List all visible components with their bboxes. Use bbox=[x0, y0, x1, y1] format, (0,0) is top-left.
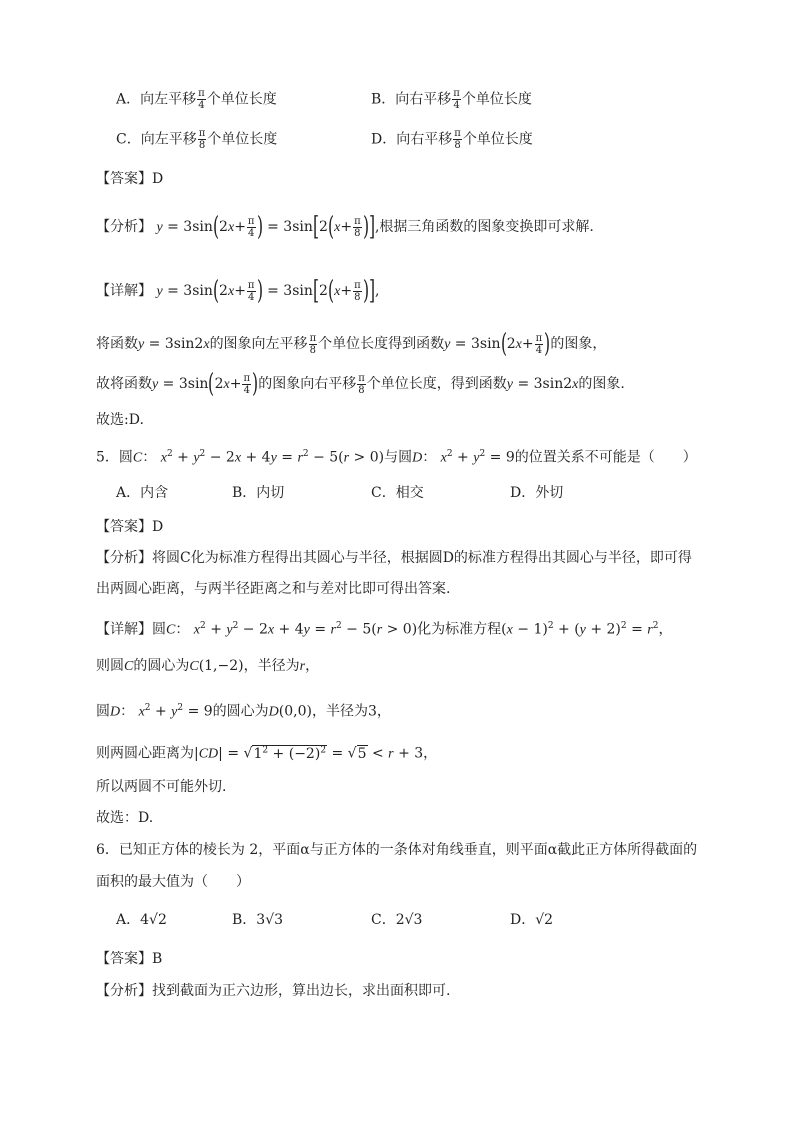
text: 圆 bbox=[96, 703, 110, 720]
q5-choose: 故选：D. bbox=[96, 810, 154, 826]
q5-option-a: A．内含 bbox=[116, 485, 169, 501]
text: 的位置关系不可能是（ ） bbox=[514, 449, 697, 466]
text: 的圆心为 bbox=[212, 703, 269, 720]
option-d bbox=[371, 128, 533, 151]
q6-option-b: B．3√3 bbox=[232, 912, 284, 928]
q6-option-a: A．4√2 bbox=[116, 912, 167, 928]
q5-detail-l3: 圆D： $x^2 + y^2 = 9$的圆心为D(0,0)，半径为3， bbox=[96, 703, 391, 720]
option-a bbox=[116, 88, 277, 111]
text: 则两圆心距离为 bbox=[96, 745, 194, 762]
q5-analysis-l2: 出两圆心距离，与两半径距离之和与差对比即可得出答案. bbox=[96, 581, 451, 597]
q4-answer bbox=[96, 169, 163, 189]
q6-stem-l1: 6．已知正方体的棱长为 2，平面α与正方体的一条体对角线垂直，则平面α截此正方体所得截面的 bbox=[96, 842, 698, 858]
q5-option-c: C．相交 bbox=[371, 485, 424, 501]
q5-detail-l2: 则圆C的圆心为C(1,−2)，半径为r， bbox=[96, 658, 320, 674]
option-c-fraction bbox=[198, 128, 207, 151]
q5-analysis-l1 bbox=[96, 548, 692, 568]
q4-choose: 故选:D. bbox=[96, 412, 144, 428]
text: 化为标准方程 bbox=[417, 621, 502, 638]
text: 的图象向左平移 bbox=[209, 336, 308, 352]
q6-stem-l2: 面积的最大值为（ ） bbox=[96, 874, 250, 890]
frac-num: π bbox=[198, 128, 206, 139]
q5-stem: 5．圆C： $x^2 + y^2 - 2x + 4y = r^2 - 5(r > 0)$与圆D： $x^2 + y^2 = 9$的位置关系不可能是（ ） bbox=[96, 449, 697, 466]
answer-tag: 【答案】 bbox=[96, 951, 152, 967]
option-d-tail: 个单位长度 bbox=[462, 131, 533, 148]
q5-detail: 【详解】圆C： $x^2 + y^2 - 2x + 4y = r^2 - 5(r > 0)$化为标准方程$(x - 1)^2 + (y + 2)^2 = r^2$， bbox=[96, 621, 673, 638]
text: 5．圆 bbox=[96, 449, 133, 466]
q5-detail-l4: 则两圆心距离为$|CD| = √1^2 + (-2)^2 = √5 < r + 3$， bbox=[96, 745, 438, 762]
frac-den: 8 bbox=[454, 140, 461, 151]
text: 的图象， bbox=[550, 336, 607, 352]
text: 圆 bbox=[152, 621, 166, 638]
frac-den: 8 bbox=[198, 140, 206, 151]
option-a-tail: 个单位长度 bbox=[206, 91, 277, 108]
analysis-tag: 【分析】 bbox=[96, 219, 152, 235]
option-c-tail: 个单位长度 bbox=[207, 131, 278, 148]
option-c-text: C．向左平移 bbox=[116, 131, 197, 148]
frac-num: π bbox=[198, 88, 205, 99]
text: 将函数 bbox=[96, 336, 138, 352]
answer-tag: 【答案】 bbox=[96, 519, 152, 535]
text: 故将函数 bbox=[96, 376, 152, 392]
answer-tag: 【答案】 bbox=[96, 171, 152, 187]
analysis-tail: ,根据三角函数的图象变换即可求解. bbox=[374, 219, 594, 235]
q4-analysis: 【分析】 y = 3sin(2x+ $\frac{\pi}{4}$ ) = 3sin[2(x+ $\frac{\pi}{8}$ )],根据三角函数的图象变换即可求解. bbox=[96, 212, 594, 242]
option-a-fraction bbox=[197, 88, 206, 111]
answer-value: B bbox=[152, 951, 163, 967]
text: 找到截面为正六边形，算出边长，求出面积即可. bbox=[152, 983, 451, 999]
option-c bbox=[116, 128, 277, 151]
answer-value: D bbox=[152, 171, 164, 187]
text: 的图象. bbox=[578, 376, 625, 392]
text: 与圆 bbox=[384, 449, 413, 466]
q6-option-d: D．√2 bbox=[510, 912, 554, 928]
text: 则圆 bbox=[96, 658, 124, 674]
frac-num: π bbox=[453, 88, 460, 99]
q5-option-d: D．外切 bbox=[510, 485, 564, 501]
frac-den: 4 bbox=[453, 100, 460, 111]
frac-den: 4 bbox=[198, 100, 205, 111]
text: 个单位长度得到函数 bbox=[318, 336, 445, 352]
analysis-tag: 【分析】 bbox=[96, 550, 152, 566]
option-b-fraction bbox=[452, 88, 461, 111]
detail-tag: 【详解】 bbox=[96, 283, 152, 299]
q5-detail-l5: 所以两圆不可能外切. bbox=[96, 779, 227, 795]
text: 的圆心为 bbox=[133, 658, 190, 674]
q4-detail: 【详解】 y = 3sin(2x+ $\frac{\pi}{4}$ ) = 3sin[2(x+ $\frac{\pi}{8}$ )], bbox=[96, 276, 380, 306]
q4-detail-line1: 将函数y = 3sin2x的图象向左平移 $\frac{\pi}{8}$ 个单位长度得到函数y = 3sin(2x+ $\frac{\pi}{4}$ )的图象， bbox=[96, 329, 607, 359]
text: 个单位长度，得到函数 bbox=[366, 376, 507, 392]
q6-option-c: C．2√3 bbox=[371, 912, 423, 928]
q5-option-b: B．内切 bbox=[232, 485, 285, 501]
option-b-text: B．向右平移 bbox=[371, 91, 452, 108]
text: 的图象向右平移 bbox=[258, 376, 357, 392]
option-d-text: D．向右平移 bbox=[371, 131, 453, 148]
option-d-fraction bbox=[453, 128, 462, 151]
frac-num: π bbox=[454, 128, 461, 139]
analysis-tag: 【分析】 bbox=[96, 983, 152, 999]
option-a-text: A．向左平移 bbox=[116, 91, 197, 108]
detail-tag: 【详解】 bbox=[96, 621, 152, 638]
text: ，半径为3， bbox=[312, 703, 391, 720]
q6-answer bbox=[96, 949, 162, 969]
answer-value: D bbox=[152, 519, 164, 535]
option-b-tail: 个单位长度 bbox=[461, 91, 532, 108]
q5-answer bbox=[96, 517, 163, 537]
text: ，半径为 bbox=[243, 658, 300, 674]
q4-detail-line2: 故将函数y = 3sin(2x+ $\frac{\pi}{4}$ )的图象向右平移 $\frac{\pi}{8}$ 个单位长度，得到函数y = 3sin2x的图象. bbox=[96, 369, 625, 399]
q6-analysis bbox=[96, 981, 450, 1001]
text: 将圆C化为标准方程得出其圆心与半径，根据圆D的标准方程得出其圆心与半径，即可得 bbox=[152, 550, 692, 566]
option-b bbox=[371, 88, 532, 111]
